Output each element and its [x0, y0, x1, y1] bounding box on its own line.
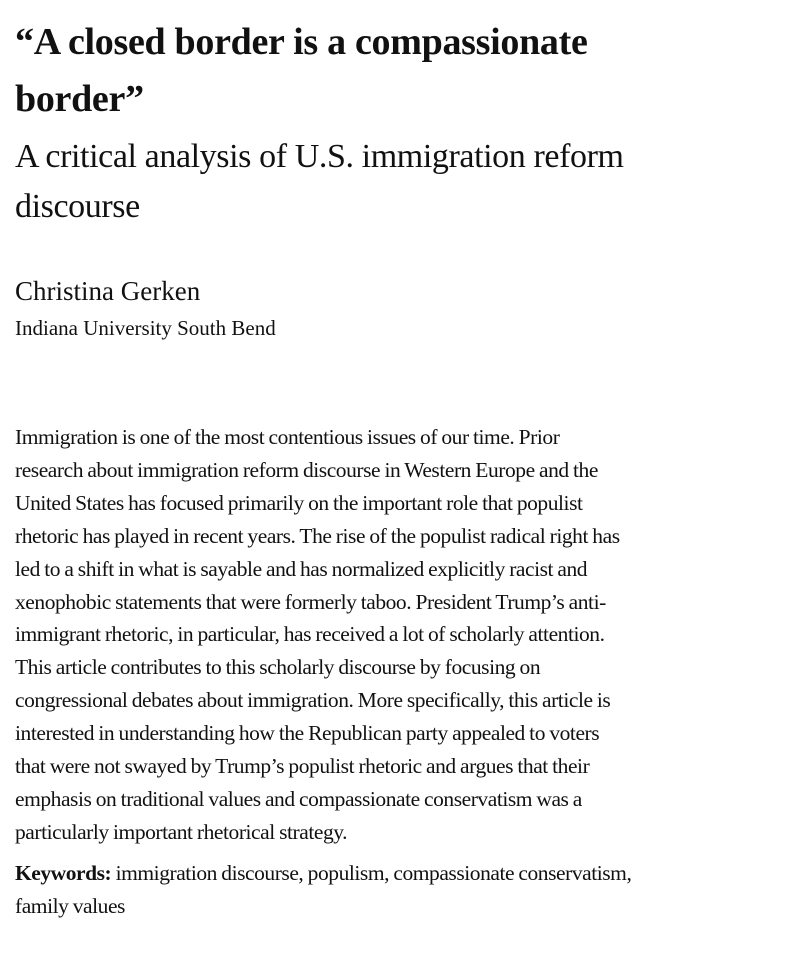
abstract-line: immigrant rhetoric, in particular, has received a lot of scholarly attention. [15, 622, 605, 647]
keywords [15, 857, 800, 923]
abstract-line: that were not swayed by Trump’s populist rhetoric and argues that their [15, 754, 590, 779]
paper-title-line-1: “A closed border is a compassionate [15, 21, 588, 63]
keywords-line-1 [15, 857, 800, 890]
abstract-line: research about immigration reform discourse in Western Europe and the [15, 457, 598, 482]
paper-subtitle [15, 132, 775, 232]
keywords-label: Keywords: [15, 861, 112, 885]
paper-subtitle-line-1: A critical analysis of U.S. immigration reform [15, 138, 624, 175]
abstract-line: United States has focused primarily on the important role that populist [15, 490, 583, 515]
abstract [15, 421, 800, 849]
keywords-line-2: family values [15, 893, 125, 918]
abstract-line: This article contributes to this scholarly discourse by focusing on [15, 655, 541, 680]
abstract-line: particularly important rhetorical strategy. [15, 819, 348, 844]
abstract-line: interested in understanding how the Republican party appealed to voters [15, 721, 600, 746]
abstract-line: led to a shift in what is sayable and has normalized explicitly racist and [15, 556, 588, 581]
abstract-line: rhetoric has played in recent years. The rise of the populist radical right has [15, 523, 620, 548]
abstract-line: congressional debates about immigration. More specifically, this article is [15, 688, 611, 713]
paper-title [15, 14, 735, 128]
author-affiliation: Indiana University South Bend [15, 316, 276, 340]
abstract-line: emphasis on traditional values and compassionate conservatism was a [15, 786, 582, 811]
abstract-line: xenophobic statements that were formerly taboo. President Trump’s anti- [15, 589, 606, 614]
paper-title-line-2: border” [15, 78, 144, 120]
keywords-list: immigration discourse, populism, compassionate conservatism, [111, 861, 632, 885]
abstract-line: Immigration is one of the most contentious issues of our time. Prior [15, 425, 560, 449]
author-name: Christina Gerken [15, 276, 201, 306]
paper-subtitle-line-2: discourse [15, 188, 140, 225]
